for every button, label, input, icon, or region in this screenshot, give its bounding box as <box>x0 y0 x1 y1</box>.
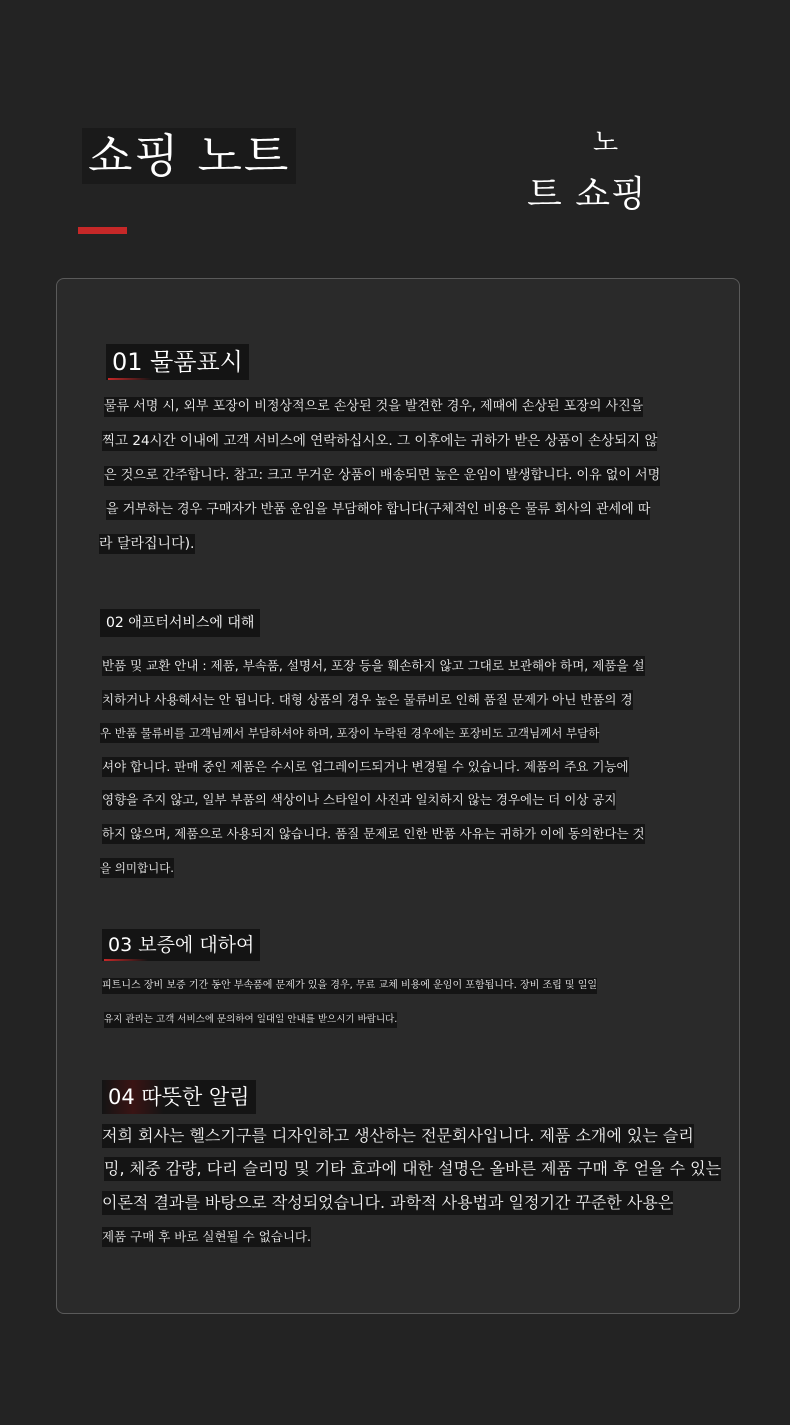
section-heading-4-text: 04 따뜻한 알림 <box>108 1085 250 1109</box>
section-heading-3 <box>102 929 260 961</box>
section-heading-3-underline <box>104 959 148 961</box>
section-heading-2 <box>100 609 260 637</box>
side-title-bottom: 트 쇼핑 <box>527 174 647 215</box>
side-title-top: 노 <box>593 128 619 158</box>
section-4-line: 이론적 결과를 바탕으로 작성되었습니다. 과학적 사용법과 일정기간 꾸준한 사용은 <box>102 1191 673 1215</box>
section-2-line: 우 반품 물류비를 고객님께서 부담하셔야 하며, 포장이 누락된 경우에는 포장비도 고객님께서 부담하 <box>100 723 599 743</box>
section-2-line: 을 의미합니다. <box>100 858 174 878</box>
section-4-line: 제품 구매 후 바로 실현될 수 없습니다. <box>102 1227 311 1247</box>
page-title: 쇼핑 노트 <box>82 128 296 184</box>
section-2-line: 반품 및 교환 안내 : 제품, 부속품, 설명서, 포장 등을 훼손하지 않고 그대로 보관해야 하며, 제품을 설 <box>102 656 645 676</box>
section-heading-1-underline <box>108 378 152 380</box>
section-1-line: 은 것으로 간주합니다. 참고: 크고 무거운 상품이 배송되면 높은 운임이 발생합니다. 이유 없이 서명 <box>104 466 660 486</box>
section-heading-1-text: 01 물품표시 <box>112 348 243 376</box>
section-2-line: 영향을 주지 않고, 일부 부품의 색상이나 스타일이 사진과 일치하지 않는 경우에는 더 이상 공지 <box>102 790 616 810</box>
section-heading-4 <box>102 1080 256 1114</box>
section-4-line: 밍, 체중 감량, 다리 슬리밍 및 기타 효과에 대한 설명은 올바른 제품 구매 후 얻을 수 있는 <box>104 1157 721 1181</box>
section-1-line: 찍고 24시간 이내에 고객 서비스에 연락하십시오. 그 이후에는 귀하가 받은 상품이 손상되지 않 <box>102 433 658 449</box>
section-heading-1 <box>106 344 249 380</box>
section-1-line: 물류 서명 시, 외부 포장이 비정상적으로 손상된 것을 발견한 경우, 제때에 손상된 포장의 사진을 <box>104 397 643 417</box>
section-1-line: 을 거부하는 경우 구매자가 반품 운임을 부담해야 합니다(구체적인 비용은 물류 회사의 관세에 따 <box>106 500 650 520</box>
section-2-line: 셔야 합니다. 판매 중인 제품은 수시로 업그레이드되거나 변경될 수 있습니다. 제품의 주요 기능에 <box>102 757 629 777</box>
section-3-line: 피트니스 장비 보증 기간 동안 부속품에 문제가 있을 경우, 무료 교체 비용에 운임이 포함됩니다. 장비 조립 및 일일 <box>102 978 597 994</box>
section-4-line: 저희 회사는 헬스기구를 디자인하고 생산하는 전문회사입니다. 제품 소개에 있는 슬리 <box>102 1124 694 1148</box>
section-1-line: 라 달라집니다). <box>99 536 195 552</box>
section-heading-2-text: 02 애프터서비스에 대해 <box>106 615 255 631</box>
section-2-line: 치하거나 사용해서는 안 됩니다. 대형 상품의 경우 높은 물류비로 인해 품질 문제가 아닌 반품의 경 <box>102 690 633 710</box>
section-heading-3-text: 03 보증에 대하여 <box>108 934 255 956</box>
section-2-line: 하지 않으며, 제품으로 사용되지 않습니다. 품질 문제로 인한 반품 사유는 귀하가 이에 동의한다는 것 <box>102 824 645 844</box>
section-3-line: 유지 관리는 고객 서비스에 문의하여 일대일 안내를 받으시기 바랍니다. <box>104 1012 397 1028</box>
title-accent-bar <box>78 227 127 234</box>
